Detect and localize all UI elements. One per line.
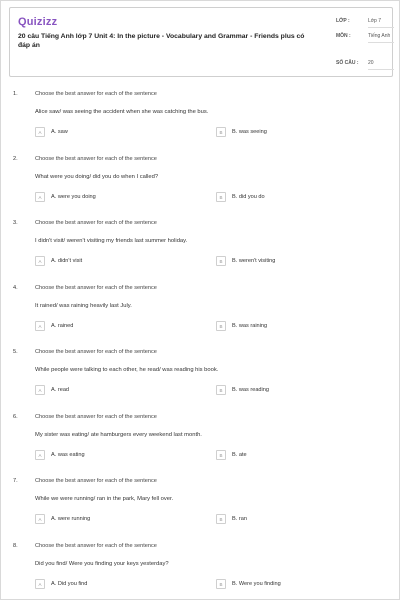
option-letter-box: B [216, 127, 226, 137]
option-b[interactable] [216, 127, 267, 137]
option-letter-box: A [35, 514, 45, 524]
option-text: A. rained [51, 323, 74, 329]
meta-grade-label: LỚP : [336, 18, 350, 24]
option-a[interactable] [35, 514, 90, 524]
question-number: 4. [13, 285, 18, 291]
option-a[interactable] [35, 192, 96, 202]
option-letter-box: B [216, 514, 226, 524]
question-prompt: Choose the best answer for each of the sentence [35, 91, 157, 97]
meta-subject-label: MÔN : [336, 33, 351, 39]
option-letter-box: A [35, 450, 45, 460]
question-sentence: I didn't visit/ weren't visiting my friends last summer holiday. [35, 238, 188, 244]
option-text: A. were running [51, 516, 91, 522]
question-sentence: While we were running/ ran in the park, Mary fell over. [35, 496, 174, 502]
question-prompt: Choose the best answer for each of the sentence [35, 414, 157, 420]
option-b[interactable] [216, 385, 269, 395]
meta-count-label: SỐ CÂU : [336, 60, 359, 66]
question-prompt: Choose the best answer for each of the sentence [35, 285, 157, 291]
option-text: B. ran [232, 516, 247, 522]
question-number: 8. [13, 543, 18, 549]
worksheet-header [9, 7, 393, 77]
option-text: A. read [51, 387, 70, 393]
option-letter-box: A [35, 579, 45, 589]
option-text: A. didn't visit [51, 258, 83, 264]
question-number: 1. [13, 91, 18, 97]
option-a[interactable] [35, 450, 85, 460]
question-sentence: Did you find/ Were you finding your keys yesterday? [35, 561, 169, 567]
question-number: 5. [13, 349, 18, 355]
question-number: 6. [13, 414, 18, 420]
option-letter-box: B [216, 385, 226, 395]
question-number: 7. [13, 478, 18, 484]
option-text: A. were you doing [51, 194, 96, 200]
question-sentence: What were you doing/ did you do when I called? [35, 174, 159, 180]
option-letter-box: B [216, 256, 226, 266]
option-b[interactable] [216, 256, 275, 266]
question-number: 3. [13, 220, 18, 226]
question-sentence: It rained/ was raining heavily last July. [35, 303, 132, 309]
option-letter-box: A [35, 256, 45, 266]
option-letter-box: A [35, 321, 45, 331]
quizizz-logo: Quizizz [18, 16, 58, 28]
question-prompt: Choose the best answer for each of the sentence [35, 478, 157, 484]
option-text: A. was eating [51, 452, 85, 458]
meta-count-value: 20 [368, 60, 394, 70]
option-text: B. was raining [232, 323, 268, 329]
option-letter-box: A [35, 192, 45, 202]
question-sentence: While people were talking to each other, he read/ was reading his book. [35, 367, 219, 373]
option-a[interactable] [35, 579, 87, 589]
option-a[interactable] [35, 127, 68, 137]
option-a[interactable] [35, 256, 82, 266]
option-a[interactable] [35, 321, 73, 331]
option-text: A. saw [51, 129, 68, 135]
question-prompt: Choose the best answer for each of the sentence [35, 156, 157, 162]
question-prompt: Choose the best answer for each of the sentence [35, 349, 157, 355]
question-number: 2. [13, 156, 18, 162]
meta-grade-value: Lớp 7 [368, 18, 394, 28]
option-b[interactable] [216, 514, 247, 524]
option-letter-box: B [216, 579, 226, 589]
option-text: B. ate [232, 452, 247, 458]
option-b[interactable] [216, 321, 267, 331]
question-prompt: Choose the best answer for each of the sentence [35, 220, 157, 226]
option-text: B. Were you finding [232, 581, 281, 587]
option-text: B. was seeing [232, 129, 267, 135]
option-b[interactable] [216, 192, 265, 202]
question-sentence: My sister was eating/ ate hamburgers every weekend last month. [35, 432, 202, 438]
option-letter-box: B [216, 321, 226, 331]
option-letter-box: A [35, 127, 45, 137]
question-prompt: Choose the best answer for each of the sentence [35, 543, 157, 549]
option-letter-box: B [216, 192, 226, 202]
option-letter-box: A [35, 385, 45, 395]
option-letter-box: B [216, 450, 226, 460]
worksheet-title: 20 câu Tiếng Anh lớp 7 Unit 4: In the picture - Vocabulary and Grammar - Friends plus có đáp án [18, 33, 305, 49]
option-text: B. weren't visiting [232, 258, 276, 264]
option-b[interactable] [216, 579, 281, 589]
option-text: B. was reading [232, 387, 270, 393]
question-sentence: Alice saw/ was seeing the accident when she was catching the bus. [35, 109, 209, 115]
option-text: A. Did you find [51, 581, 88, 587]
option-a[interactable] [35, 385, 69, 395]
meta-subject-value: Tiếng Anh [368, 33, 394, 43]
option-text: B. did you do [232, 194, 265, 200]
option-b[interactable] [216, 450, 247, 460]
